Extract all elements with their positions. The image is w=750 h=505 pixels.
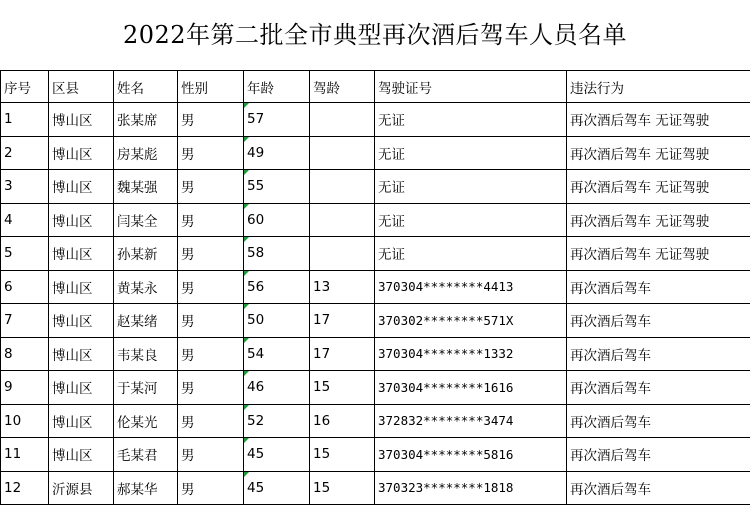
cell-license: 无证 (375, 170, 567, 204)
cell-license: 无证 (375, 203, 567, 237)
cell-name: 魏某强 (114, 170, 178, 204)
cell-name: 赵某绪 (114, 304, 178, 338)
header-license: 驾驶证号 (375, 71, 567, 103)
cell-violation: 再次酒后驾车 (567, 270, 750, 304)
header-district: 区县 (49, 71, 114, 103)
cell-gender: 男 (178, 371, 244, 405)
cell-name: 孙某新 (114, 237, 178, 271)
cell-driving-years (310, 203, 375, 237)
cell-gender: 男 (178, 136, 244, 170)
header-seq: 序号 (1, 71, 49, 103)
cell-gender: 男 (178, 203, 244, 237)
cell-age: 55 (244, 170, 310, 204)
cell-district: 沂源县 (49, 471, 114, 505)
header-years: 驾龄 (310, 71, 375, 103)
cell-age: 60 (244, 203, 310, 237)
cell-driving-years: 17 (310, 337, 375, 371)
cell-seq: 11 (1, 438, 49, 472)
cell-name: 于某河 (114, 371, 178, 405)
cell-seq: 12 (1, 471, 49, 505)
page-title: 2022年第二批全市典型再次酒后驾车人员名单 (122, 21, 628, 49)
cell-district: 博山区 (49, 404, 114, 438)
header-violation: 违法行为 (567, 71, 750, 103)
cell-violation: 再次酒后驾车 无证驾驶 (567, 203, 750, 237)
cell-gender: 男 (178, 337, 244, 371)
cell-name: 房某彪 (114, 136, 178, 170)
cell-violation: 再次酒后驾车 (567, 471, 750, 505)
cell-district: 博山区 (49, 237, 114, 271)
cell-violation: 再次酒后驾车 无证驾驶 (567, 170, 750, 204)
cell-seq: 5 (1, 237, 49, 271)
cell-license: 370304********1616 (375, 371, 567, 405)
table-row (1, 203, 750, 237)
cell-district: 博山区 (49, 371, 114, 405)
cell-gender: 男 (178, 170, 244, 204)
table-row (1, 170, 750, 204)
cell-seq: 3 (1, 170, 49, 204)
table-row (1, 270, 750, 304)
offender-table (0, 70, 750, 505)
cell-violation: 再次酒后驾车 无证驾驶 (567, 237, 750, 271)
cell-driving-years: 15 (310, 471, 375, 505)
table-row (1, 471, 750, 505)
cell-gender: 男 (178, 103, 244, 137)
cell-violation: 再次酒后驾车 无证驾驶 (567, 103, 750, 137)
cell-gender: 男 (178, 270, 244, 304)
cell-license: 无证 (375, 237, 567, 271)
cell-license: 370304********4413 (375, 270, 567, 304)
cell-license: 370323********1818 (375, 471, 567, 505)
cell-age: 56 (244, 270, 310, 304)
table-row (1, 136, 750, 170)
cell-license: 372832********3474 (375, 404, 567, 438)
cell-district: 博山区 (49, 103, 114, 137)
cell-name: 闫某全 (114, 203, 178, 237)
cell-violation: 再次酒后驾车 (567, 438, 750, 472)
cell-seq: 9 (1, 371, 49, 405)
cell-age: 45 (244, 438, 310, 472)
header-name: 姓名 (114, 71, 178, 103)
header-row (1, 71, 750, 103)
cell-name: 郝某华 (114, 471, 178, 505)
cell-name: 伦某光 (114, 404, 178, 438)
cell-driving-years (310, 103, 375, 137)
table-row (1, 237, 750, 271)
header-age: 年龄 (244, 71, 310, 103)
cell-name: 毛某君 (114, 438, 178, 472)
cell-driving-years (310, 136, 375, 170)
cell-district: 博山区 (49, 270, 114, 304)
cell-driving-years: 15 (310, 371, 375, 405)
cell-name: 张某席 (114, 103, 178, 137)
cell-seq: 10 (1, 404, 49, 438)
cell-license: 370302********571X (375, 304, 567, 338)
cell-name: 黄某永 (114, 270, 178, 304)
cell-driving-years (310, 170, 375, 204)
cell-violation: 再次酒后驾车 无证驾驶 (567, 136, 750, 170)
cell-violation: 再次酒后驾车 (567, 337, 750, 371)
cell-age: 54 (244, 337, 310, 371)
cell-seq: 8 (1, 337, 49, 371)
cell-violation: 再次酒后驾车 (567, 404, 750, 438)
cell-age: 52 (244, 404, 310, 438)
cell-gender: 男 (178, 471, 244, 505)
table-row (1, 103, 750, 137)
cell-gender: 男 (178, 237, 244, 271)
cell-license: 无证 (375, 103, 567, 137)
cell-age: 45 (244, 471, 310, 505)
cell-license: 无证 (375, 136, 567, 170)
cell-driving-years: 13 (310, 270, 375, 304)
cell-district: 博山区 (49, 304, 114, 338)
cell-district: 博山区 (49, 438, 114, 472)
cell-district: 博山区 (49, 136, 114, 170)
cell-gender: 男 (178, 438, 244, 472)
cell-name: 韦某良 (114, 337, 178, 371)
cell-seq: 7 (1, 304, 49, 338)
cell-age: 46 (244, 371, 310, 405)
table-row (1, 438, 750, 472)
table-row (1, 371, 750, 405)
cell-driving-years (310, 237, 375, 271)
cell-age: 49 (244, 136, 310, 170)
cell-age: 50 (244, 304, 310, 338)
cell-age: 57 (244, 103, 310, 137)
table-row (1, 304, 750, 338)
cell-district: 博山区 (49, 337, 114, 371)
cell-driving-years: 17 (310, 304, 375, 338)
cell-violation: 再次酒后驾车 (567, 304, 750, 338)
cell-seq: 4 (1, 203, 49, 237)
cell-violation: 再次酒后驾车 (567, 371, 750, 405)
cell-driving-years: 15 (310, 438, 375, 472)
table-row (1, 404, 750, 438)
cell-license: 370304********5816 (375, 438, 567, 472)
cell-driving-years: 16 (310, 404, 375, 438)
cell-seq: 1 (1, 103, 49, 137)
cell-district: 博山区 (49, 170, 114, 204)
header-gender: 性别 (178, 71, 244, 103)
cell-gender: 男 (178, 404, 244, 438)
table-row (1, 337, 750, 371)
cell-seq: 6 (1, 270, 49, 304)
cell-gender: 男 (178, 304, 244, 338)
cell-district: 博山区 (49, 203, 114, 237)
cell-seq: 2 (1, 136, 49, 170)
cell-license: 370304********1332 (375, 337, 567, 371)
cell-age: 58 (244, 237, 310, 271)
